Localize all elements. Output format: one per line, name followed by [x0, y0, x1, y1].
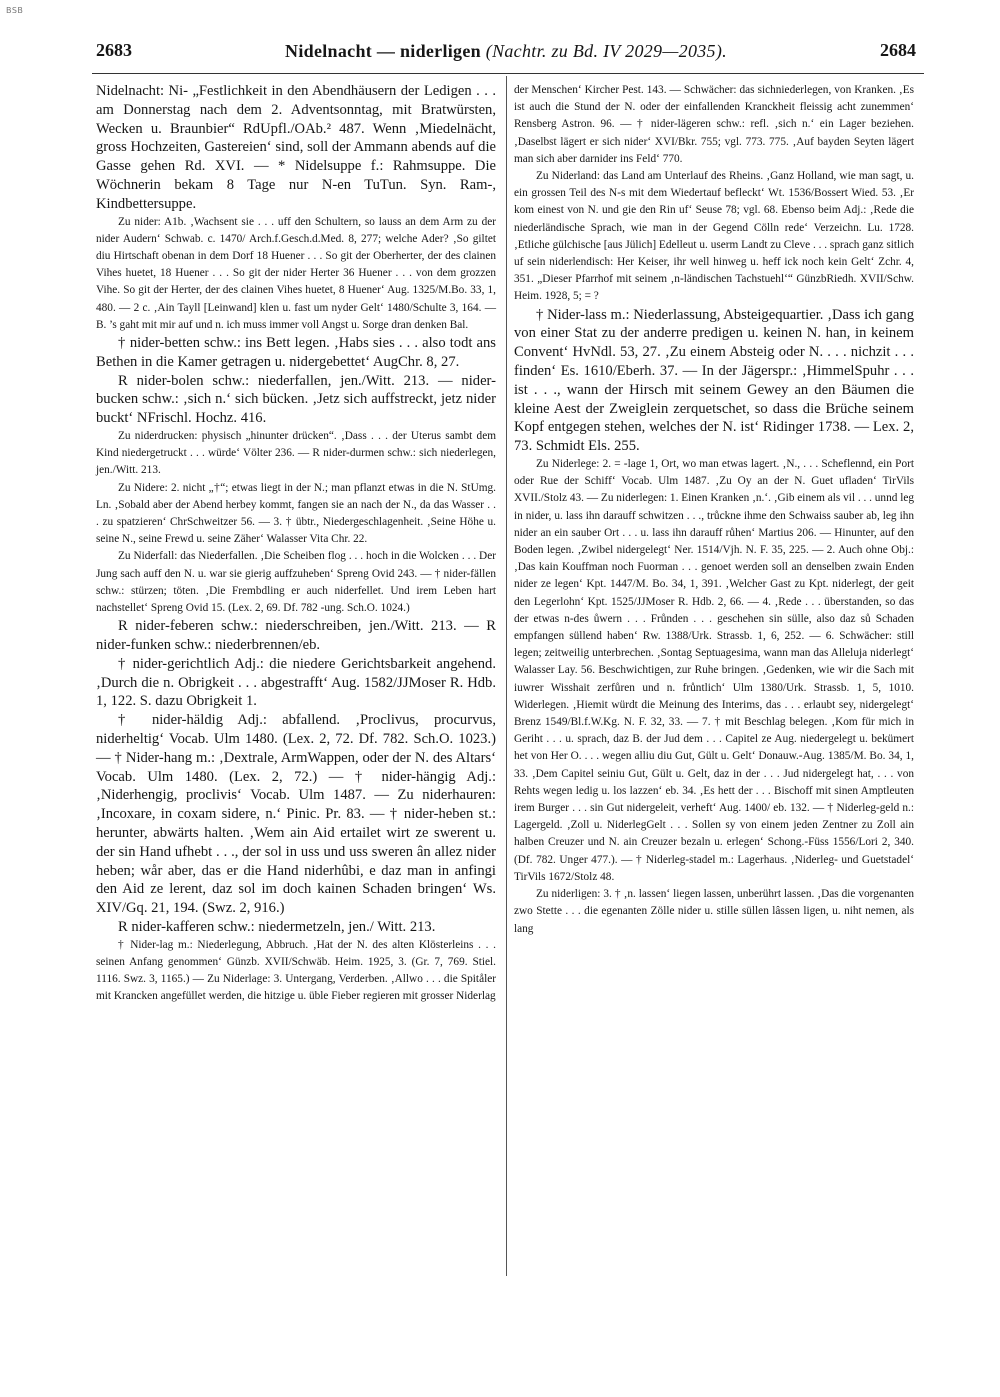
page-number-right: 2684	[880, 40, 916, 60]
entry-nider-lag: † Nider-lag m.: Niederlegung, Abbruch. ‚Hat der N. des alten Klösterleins . . . seinen Anfang genommen‘ Günzb. XVII/Schwäb. Heim. 1925, 3. (Gr. 7, 769. Stiel. 1116. Swz. 3, 1165.) — Zu Niderlage: 3. Untergang, Verderben. ‚Allwo . . . die Spitåler mit Krancken angefüllet werden, die hitzige u. üble Fieber regieren mit grosser Niderlag	[96, 938, 496, 1003]
entry-nidelnacht: Nidelnacht: Ni- „Festlichkeit in den Abendhäusern der Ledigen . . . am Donnerstag nach dem 2. Adventsonntag, mit Bratwürsten, Wecken u. Braunbier“ RdUpfl./OAb.² 487. Wenn ‚Miedelnächt, gross Hochzeiten, Gastereien‘ sind, soll der Ammann abends auf die Gasse gehen Rd. XVI. — * Nidelsuppe f.: Rahmsuppe. Die Wöchnerin bekam 8 Tage nur N-en TuTun. Syn. Ram-, Kindbettersuppe.	[96, 83, 496, 212]
entry-nider-bolen: R nider-bolen schw.: niederfallen, jen./Witt. 213. — nider-bucken schw.: ‚sich n.‘ sich bücken. ‚Jetz sich auffstreckt, jetz nider buckt‘ NFrischl. Hochz. 416.	[96, 372, 496, 427]
entry-niderlage-cont: der Menschen‘ Kircher Pest. 143. — Schwächer: das sichniederlegen, von Kranken. ‚Es ist auch die Stund der N. oder der einfallenden Kranckheit fleissig acht zunemmen‘ Rensberg Astron. 96. — † nider-lägeren schw.: refl. ‚sich n.‘ ein Lager beziehen. ‚Daselbst lägert er sich nider‘ XVI/Bkr. 755; vgl. 773. 775. ‚Auf bayden Seyten lägert man sich aber darnider ins Feld‘ 770.	[514, 84, 914, 165]
entry-nider-feberen: R nider-feberen schw.: niederschreiben, jen./Witt. 213. — R nider-funken schw.: niederbrennen/eb.	[96, 618, 496, 654]
page-number-left: 2683	[96, 40, 132, 60]
library-stamp: BSB	[6, 6, 24, 15]
running-title	[96, 41, 916, 62]
entry-niderdrucken: Zu niderdrucken: physisch „hinunter drücken“. ‚Dass . . . der Uterus sambt dem Kind niedergetruckt . . . würde‘ Völter 236. — R nider-durmen schw.: sich niederlegen, jen./Witt. 213.	[96, 429, 496, 477]
entry-nidere: Zu Nidere: 2. nicht „†“; etwas liegt in der N.; man pflanzt etwas in die N. StUmg. Ln. ‚Sobald aber der Abend herbey kommt, fangen sie an nach der N., da das Wasser . . . zu spatzieren‘ ChrSchweitzer 56. — 3. † übtr., Niedergeschlagenheit. ‚Seine Höhe u. seine N., seine Frewd u. seine Zäher‘ Walasser Vita Chr. 22.	[96, 481, 496, 546]
column-divider	[506, 76, 507, 1276]
entry-niderland: Zu Niderland: das Land am Unterlauf des Rheins. ‚Ganz Holland, wie man sagt, u. ein grossen Teil des N-s mit dem Wiedertauf befleckt‘ Wt. 1536/Bossert Wied. 53. ‚Er kom einest von N. und gie den Rin uf‘ Seuse 78; vgl. 68. Ebenso beim Adj.: ‚Rede die niederländische Sprach, wie man in der Gegend Cölln rede‘ Verzeichn. Lu. 1728. ‚Etliche gülchische [aus Jülich] Edelleut u. userm Landt zu Cleve . . . sprach ganz sitlich uf sein niderlendisch: Her Keiser, ihr well hinweg u. heff ick noch kein Gelt‘ Zchr. 4, 351. „Dieser Pfarrhof mit seinem ‚n-ländischen Tachstuehl‘“ GünzbRiedh. XVII/Schw. Heim. 1928, 5; = ?	[514, 170, 914, 303]
entry-nider-kafferen: R nider-kafferen schw.: niedermetzeln, jen./ Witt. 213.	[118, 918, 436, 935]
running-title-main: Nidelnacht — niderligen	[285, 41, 481, 61]
header-rule	[92, 73, 924, 74]
running-title-subtitle: (Nachtr. zu Bd. IV 2029—2035).	[485, 41, 727, 61]
entry-nider-haeldig: † nider-häldig Adj.: abfallend. ‚Proclivus, procurvus, niderheltig‘ Vocab. Ulm 1480. (Lex. 2, 72. Df. 782. Sch.O. 1023.) — † Nider-hang m.: ‚Dextrale, ArmWappen, oder der N. des Altars‘ Vocab. Ulm 1480. (Lex. 2, 72.) — † nider-hängig Adj.: ‚Niderhengig, proclivis‘ Vocab. Ulm 1487. — Zu niderhauren: ‚Incoxare, in coxam sidere, n.‘ Pinic. Pr. 83. — † nider-heben st.: herunter, abwärts halten. ‚Wem ain Aid ertailet wirt ze swerent u. der sin Hand ufhebt . . ., der sol in uss und uss sweren ân allez nider heben; wår aber, das er die Hand niderhûbi, e daz man in anfingi den Aid ze lerent, daz sol im doch kainen Schaden bringen‘ Ws. XIV/Gq. 21, 194. (Swz. 2, 916.)	[96, 712, 496, 917]
entry-nider-gerichtlich: † nider-gerichtlich Adj.: die niedere Gerichtsbarkeit angehend. ‚Durch die n. Obrigkeit . . . abgestrafft‘ Aug. 1582/JJMoser R. Hdb. 1, 122. S. dazu Obrigkeit 1.	[96, 655, 496, 710]
entry-niderlege: Zu Niderlege: 2. = -lage 1, Ort, wo man etwas lagert. ‚N., . . . Scheflennd, ein Port oder Rue der Schiff‘ Vocab. Ulm 1487. ‚Zu Oy an der N. Guet ufladen‘ TirVils XVII./Stolz 43. — Zu niderlegen: 1. Einen Kranken ‚n.‘. ‚Gib einem als vil . . . unnd leg in nider, u. lass ihn darauff schwitzen . . ., trůckne ihme den Schwaiss sauber ab, leg ihn nider an ein sauber Ort . . . u. lass ihn darauff růhen‘ Martius 206. — Hinunter, auf den Boden legen. ‚Zwibel nidergelegt‘ Ner. 1514/Vjh. N. F. 35, 225. — 2. Auch ohne Obj.: ‚Das kain Kouffman noch Fuorman . . . genoet werden soll an denselben zwain Enden nider ze legen‘ Kpt. 1447/M. Bo. 34, 1, 391. ‚Welcher Gast zu Kpt. niderlegt, der geit den Legerlohn‘ Kpt. 1525/JJMoser R. Hdb. 2, 66. — 4. ‚Rede . . . überstanden, so das der etwas n-des ůwern . . . Frůnden . . . geschehen sin sülle, also daz sů Schaden empfangen süllend haben‘ Rw. 1388/Urk. Strassb. 1, 6, 252. — 6. Schwächer: still legen; zeitweilig unterbrechen. ‚Sontag Septuagesima, wann man das Alleluja niderlegt‘ Walasser Lay. 56. Beschwichtigen, zur Ruhe bringen. ‚Gedenken, wie wir die Sach mit iuwrer Wisshait zerfůren und n. frůntlich‘ Ulm 1380/Urk. Strassb. 1, 5, 1010. Widerlegen. ‚Hiemit würdt die Meinung des Interims, das . . . erlaubt sey, nidergelegt‘ Brenz 1549/Bl.f.W.Kg. N. F. 32, 33. — 7. † mit Beschlag belegen. ‚Kom für mich in Geriht . . . u. sprach, daz B. der Jud dem . . . Capitel ze Aug. niedergelegt u. bekümert het von Her O. . . . wegen alliu diu Gut, Gült u. Gelt‘ Donauw.-Aug. 1385/M. Bo. 34, 1, 33. ‚Dem Capitel seiniu Gut, Gült u. Gelt, daz in der . . . Jud nidergelegt hat, . . . von Rehts wegen ledig u. los lazzen‘ eb. 34. ‚Es hett der . . . Bischoff mit sinen Amptleuten irem Burger . . . sin Gut nidergeleit, verheft‘ Aug. 1400/ eb. 132. — † Niderleg-geld n.: Lagergeld. ‚Zoll u. NiderlegGelt . . . Sollen sy von einem jeden Zentner zu Zoll ain halben Creuzer und N. ain Creuzer bezaln u. erlegen‘ Schong.-Füss 1556/Lori 2, 340. (Df. 782. Unger 477.). — † Niderleg-stadel m.: Lagerhaus. ‚Niderleg- und Guetstadel‘ TirVils 1672/Stolz 48.	[514, 458, 915, 883]
left-column	[96, 82, 496, 1006]
entry-niderfall: Zu Niderfall: das Niederfallen. ‚Die Scheiben flog . . . hoch in die Wolcken . . . Der Jung sach auff den N. u. war sie gierig auffzuheben‘ Spreng Ovid 243. — † nider-fällen schw.: stürzen; töten. ‚Die Frembdling er auch niderfellet. Und irem Leben hart nachstellet‘ Spreng Ovid 15. (Lex. 2, 69. Df. 782 -ung. Sch.O. 1024.)	[96, 550, 496, 615]
entry-nider-lass: † Nider-lass m.: Niederlassung, Absteigequartier. ‚Dass ich gang von einer Stat zu der anderre predigen u. keinen N. han, in keinem Convent‘ HvNdl. 53, 27. ‚Zu einem Absteig oder N. . . . nichzit . . . finden‘ Es. 1610/Eberh. 37. — In der Jägerspr.: ‚HimmelSpuhr . . . ist . . ., wann der Hirsch mit seinem Gewey an den Bäumen die kleine Aest der Zweiglein zerquetschet, so dass die Brüche seinem Kopf entgegen stehen, welches der N. ist‘ Ridinger 1738. — Lex. 2, 73. Schmidt Els. 255.	[514, 306, 914, 455]
entry-niderligen: Zu niderligen: 3. † ‚n. lassen‘ liegen lassen, unberührt lassen. ‚Das die vorgenanten zwo Stette . . . die egenanten Zölle nider u. stille süllen lâssen ligen, u. niht nemen, als lang	[514, 888, 914, 935]
entry-nider-betten: † nider-betten schw.: ins Bett legen. ‚Habs sies . . . also todt ans Bethen in die Kamer getragen u. nidergebettet‘ AugChr. 8, 27.	[96, 335, 496, 370]
right-column	[514, 82, 914, 938]
page-header	[96, 40, 916, 70]
entry-nider: Zu nider: A1b. ‚Wachsent sie . . . uff den Schultern, so lauss an dem Arm zu der nider Audern‘ Schwab. c. 1470/ Arch.f.Gesch.d.Med. 8, 277; welche Ader? ‚So giltet diu Hirtschaft obenan in dem Dorf 18 Huener . . . So git der Oberherter, der des clainen Vihes huetet, 18 Huener . . . So git der nider Herter 36 Huener . . . von dem grozzen Vihe. So git der Herter, der des clainen Vihes huetet, 8 Huener‘ Aug. 1325/M.Bo. 33, 1, 480. — 2 c. ‚Ain Tayll [Leinwand] klen u. fast um nyder Gelt‘ 1480/Schulte 3, 164. — B. ’s gaht mit mir auf und n. ich muss immer voll Angst u. Sorge dran denken Bal.	[96, 215, 496, 331]
